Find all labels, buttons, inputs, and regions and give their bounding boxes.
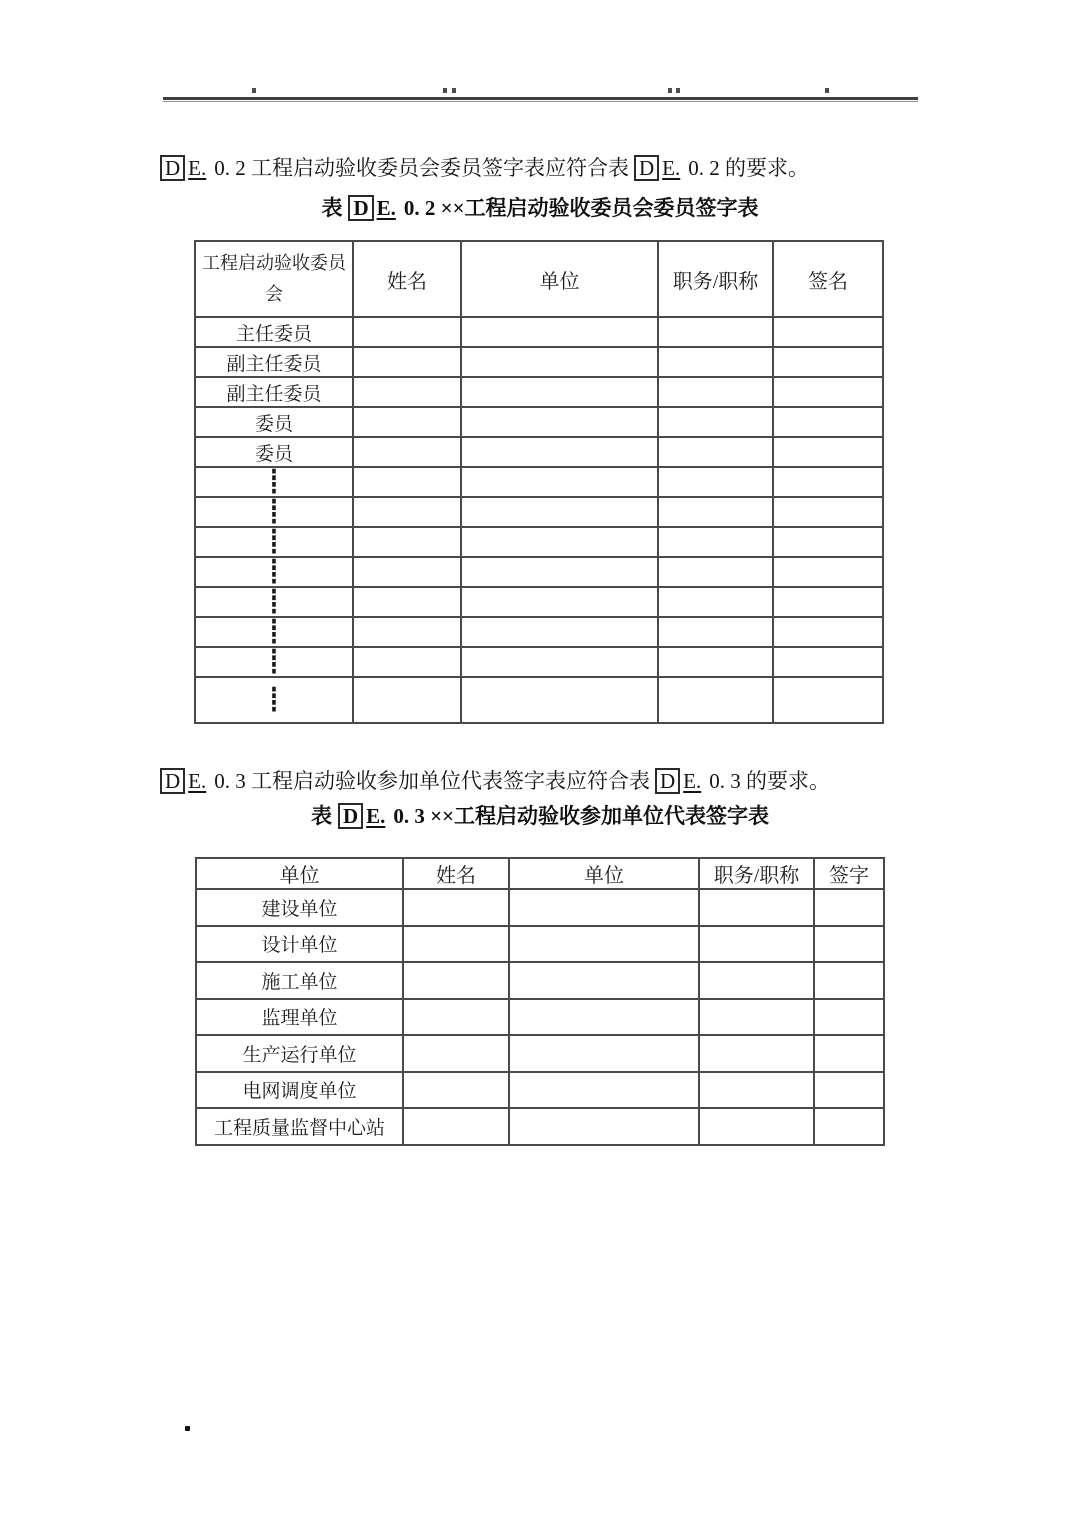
title-text: 表 [321, 196, 343, 220]
empty-cell [403, 926, 509, 963]
empty-cell [699, 999, 814, 1036]
table-row [196, 962, 884, 999]
empty-cell [403, 1035, 509, 1072]
column-header: 单位 [461, 241, 658, 317]
column-header: 签字 [814, 858, 884, 889]
paragraph-text: 0. 2 工程启动验收委员会委员签字表应符合表 [214, 156, 629, 180]
table-title-de-0-2 [0, 192, 1080, 222]
empty-cell [353, 317, 461, 347]
paragraph-text: 0. 3 的要求。 [709, 769, 830, 793]
empty-cell [699, 962, 814, 999]
table-row [196, 1072, 884, 1109]
empty-cell [353, 647, 461, 677]
vertical-ellipsis: ┋ [195, 647, 353, 677]
empty-cell [773, 377, 883, 407]
header-artifact-mark [443, 88, 447, 93]
empty-cell [814, 926, 884, 963]
boxed-d: D [634, 155, 659, 181]
vertical-ellipsis: ┋ [195, 497, 353, 527]
empty-cell [353, 617, 461, 647]
empty-cell [509, 962, 699, 999]
table-row [195, 677, 883, 723]
table-row [195, 497, 883, 527]
row-label: 施工单位 [196, 962, 403, 999]
empty-cell [814, 889, 884, 926]
row-label: 委员 [195, 437, 353, 467]
empty-cell [461, 407, 658, 437]
column-header: 工程启动验收委员会 [195, 241, 353, 317]
empty-cell [353, 377, 461, 407]
header-rule [163, 97, 918, 102]
empty-cell [461, 317, 658, 347]
empty-cell [509, 999, 699, 1036]
table-row [196, 926, 884, 963]
empty-cell [353, 527, 461, 557]
empty-cell [699, 889, 814, 926]
empty-cell [353, 437, 461, 467]
empty-cell [773, 407, 883, 437]
boxed-d: D [338, 803, 363, 829]
table-row [195, 557, 883, 587]
empty-cell [658, 467, 773, 497]
row-label: 设计单位 [196, 926, 403, 963]
empty-cell [658, 377, 773, 407]
row-label: 生产运行单位 [196, 1035, 403, 1072]
empty-cell [461, 647, 658, 677]
empty-cell [773, 647, 883, 677]
underlined-e: E. [376, 196, 396, 220]
vertical-ellipsis: ┋ [195, 527, 353, 557]
header-artifact-mark [668, 88, 672, 93]
table-header-row [195, 241, 883, 317]
empty-cell [773, 467, 883, 497]
underlined-e: E. [662, 156, 681, 180]
empty-cell [773, 677, 883, 723]
empty-cell [699, 926, 814, 963]
empty-cell [773, 437, 883, 467]
header-artifact-mark [676, 88, 680, 93]
empty-cell [461, 587, 658, 617]
empty-cell [773, 617, 883, 647]
paragraph-text: 0. 3 工程启动验收参加单位代表签字表应符合表 [214, 769, 650, 793]
empty-cell [773, 317, 883, 347]
empty-cell [658, 587, 773, 617]
row-label: 主任委员 [195, 317, 353, 347]
table-title-de-0-3 [0, 800, 1080, 830]
table-row [195, 617, 883, 647]
empty-cell [403, 1072, 509, 1109]
table-row [196, 1035, 884, 1072]
empty-cell [699, 1035, 814, 1072]
boxed-d: D [160, 768, 185, 794]
empty-cell [773, 587, 883, 617]
empty-cell [509, 889, 699, 926]
empty-cell [773, 557, 883, 587]
title-text: 0. 2 ××工程启动验收委员会委员签字表 [403, 196, 759, 220]
empty-cell [461, 437, 658, 467]
empty-cell [773, 497, 883, 527]
boxed-d: D [160, 155, 185, 181]
column-header: 单位 [196, 858, 403, 889]
column-header: 签名 [773, 241, 883, 317]
empty-cell [699, 1072, 814, 1109]
participating-units-signature-table [195, 857, 885, 1146]
committee-signature-table [194, 240, 884, 724]
table-row [195, 317, 883, 347]
empty-cell [509, 1108, 699, 1145]
empty-cell [509, 1035, 699, 1072]
boxed-d: D [655, 768, 680, 794]
underlined-e: E. [188, 769, 207, 793]
empty-cell [353, 677, 461, 723]
header-artifact-mark [452, 88, 456, 93]
boxed-d: D [348, 195, 373, 221]
empty-cell [461, 497, 658, 527]
empty-cell [353, 347, 461, 377]
stray-dot [185, 1426, 190, 1431]
empty-cell [461, 467, 658, 497]
row-label: 副主任委员 [195, 347, 353, 377]
table-row [196, 1108, 884, 1145]
title-text: 表 [310, 804, 332, 828]
empty-cell [814, 1072, 884, 1109]
row-label: 监理单位 [196, 999, 403, 1036]
table-row [195, 527, 883, 557]
header-artifact-mark [252, 88, 256, 93]
table-header-row [196, 858, 884, 889]
column-header: 姓名 [403, 858, 509, 889]
row-label: 工程质量监督中心站 [196, 1108, 403, 1145]
empty-cell [509, 1072, 699, 1109]
underlined-e: E. [683, 769, 702, 793]
empty-cell [658, 557, 773, 587]
table-row [195, 647, 883, 677]
empty-cell [658, 647, 773, 677]
empty-cell [461, 377, 658, 407]
empty-cell [814, 999, 884, 1036]
empty-cell [461, 677, 658, 723]
row-label: 副主任委员 [195, 377, 353, 407]
empty-cell [773, 527, 883, 557]
empty-cell [461, 557, 658, 587]
row-label: 委员 [195, 407, 353, 437]
empty-cell [658, 407, 773, 437]
empty-cell [403, 962, 509, 999]
empty-cell [353, 497, 461, 527]
vertical-ellipsis: ┋ [195, 617, 353, 647]
empty-cell [658, 347, 773, 377]
underlined-e: E. [366, 804, 386, 828]
underlined-e: E. [188, 156, 207, 180]
empty-cell [403, 999, 509, 1036]
vertical-ellipsis: ┋ [195, 557, 353, 587]
table-row [196, 889, 884, 926]
column-header: 职务/职称 [658, 241, 773, 317]
row-label: 建设单位 [196, 889, 403, 926]
table-row [196, 999, 884, 1036]
empty-cell [773, 347, 883, 377]
vertical-ellipsis: ┋ [195, 467, 353, 497]
empty-cell [658, 677, 773, 723]
table-row [195, 587, 883, 617]
empty-cell [658, 497, 773, 527]
vertical-ellipsis: ┋ [195, 587, 353, 617]
column-header: 姓名 [353, 241, 461, 317]
empty-cell [461, 347, 658, 377]
empty-cell [699, 1108, 814, 1145]
vertical-ellipsis: ┋ [195, 677, 353, 723]
empty-cell [403, 1108, 509, 1145]
empty-cell [658, 317, 773, 347]
row-label: 电网调度单位 [196, 1072, 403, 1109]
paragraph-text: 0. 2 的要求。 [688, 156, 809, 180]
empty-cell [353, 467, 461, 497]
table-row [195, 347, 883, 377]
header-artifact-mark [825, 88, 829, 93]
empty-cell [509, 926, 699, 963]
empty-cell [353, 407, 461, 437]
empty-cell [658, 527, 773, 557]
empty-cell [814, 962, 884, 999]
empty-cell [658, 617, 773, 647]
column-header: 单位 [509, 858, 699, 889]
paragraph-de-0-3 [160, 768, 830, 795]
empty-cell [461, 617, 658, 647]
empty-cell [353, 587, 461, 617]
empty-cell [814, 1035, 884, 1072]
empty-cell [403, 889, 509, 926]
table-row [195, 407, 883, 437]
paragraph-de-0-2 [160, 155, 809, 182]
empty-cell [353, 557, 461, 587]
table-row [195, 437, 883, 467]
table-row [195, 467, 883, 497]
empty-cell [658, 437, 773, 467]
empty-cell [814, 1108, 884, 1145]
empty-cell [461, 527, 658, 557]
title-text: 0. 3 ××工程启动验收参加单位代表签字表 [393, 804, 770, 828]
column-header: 职务/职称 [699, 858, 814, 889]
table-row [195, 377, 883, 407]
